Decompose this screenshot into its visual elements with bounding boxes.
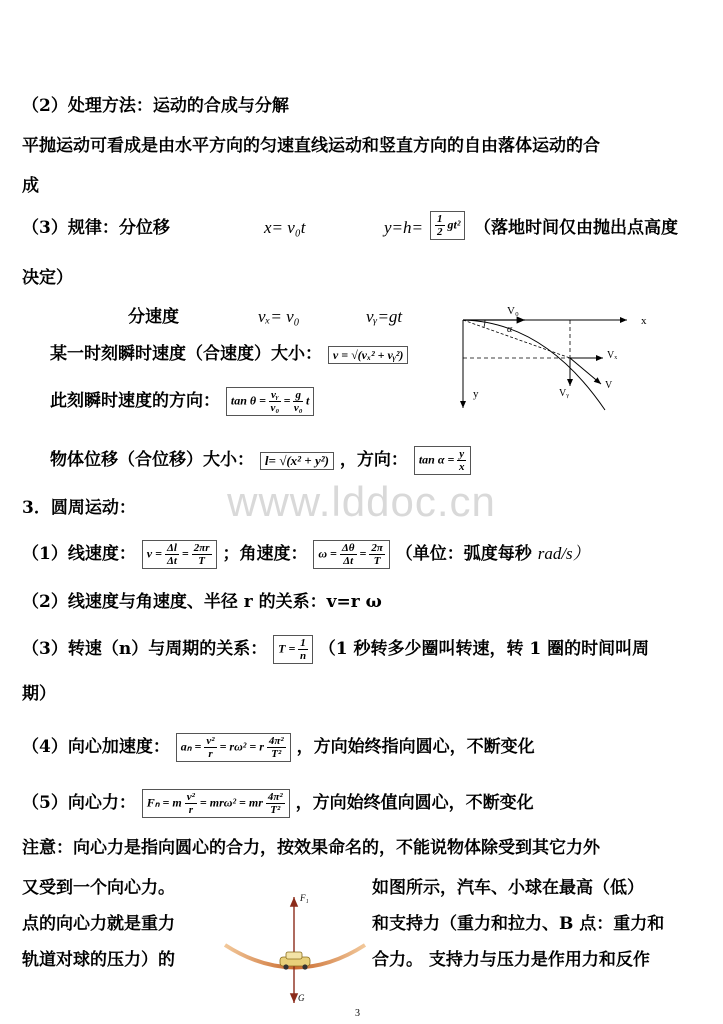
label-v0: V₀ — [507, 305, 519, 317]
rotation-note: （1 秒转多少圈叫转速，转 1 圈的时间叫周 — [318, 639, 650, 659]
line-note-2a: 又受到一个向心力。 — [22, 878, 175, 898]
page-number: 3 — [355, 1008, 360, 1019]
label-x: x — [641, 315, 647, 327]
line-centripetal-acceleration — [22, 733, 535, 762]
label-v: V — [605, 380, 613, 391]
force-direction-note: ，方向始终值向圆心，不断变化 — [295, 793, 534, 813]
velocity-label: 分速度 — [128, 307, 179, 327]
projectile-diagram — [455, 300, 655, 420]
displacement-line — [463, 320, 570, 358]
centripetal-force-label: （5）向心力： — [22, 793, 136, 813]
line-displacement-law — [22, 213, 678, 238]
line-circular-motion: 3．圆周运动： — [22, 498, 136, 518]
line-note-4b: 合力。 支持力与压力是作用力和反作 — [372, 950, 650, 970]
line-note-4a: 轨道对球的压力）的 — [22, 950, 175, 970]
velocity-direction-label: 此刻瞬时速度的方向： — [50, 391, 220, 411]
unit-rad-s: rad/s） — [537, 544, 590, 563]
label-vx: Vₓ — [607, 350, 618, 361]
line-v-r-omega: （2）线速度与角速度、半径 r 的关系：v=r ω — [22, 592, 382, 612]
line-period-end: 期） — [22, 684, 56, 704]
formula-l: l= √(x² + y²) — [260, 452, 334, 470]
line-projectile-decomposition: 平抛运动可看成是由水平方向的匀速直线运动和竖直方向的自由落体运动的合 — [22, 136, 600, 156]
rotation-period-label: （3）转速（n）与周期的关系： — [22, 639, 268, 659]
formula-linear-velocity: v = $\frac{\Delta l}{\Delta t}$ = $\frac{2\pi r}{T}$ — [142, 540, 217, 569]
formula-x: x= v₀t — [264, 218, 306, 237]
line-velocity-magnitude — [50, 344, 408, 364]
centripetal-acceleration-label: （4）向心加速度： — [22, 737, 170, 757]
formula-angular-velocity: ω = $\frac{\Delta\theta}{\Delta t}$ = $\frac{2\pi}{T}$ — [313, 540, 389, 569]
formula-vy: vᵧ=gt — [366, 307, 403, 326]
line-continuation: 成 — [22, 176, 39, 196]
car-bridge-diagram — [220, 885, 370, 1010]
formula-y: y=h= — [384, 218, 423, 237]
formula-tan-theta: tan θ = $\frac{\text{vᵧ}}{\text{v₀}}$ = $\frac{g}{\text{v₀}}$ t — [226, 387, 314, 416]
line-note-3a: 点的向心力就是重力 — [22, 914, 175, 934]
formula-tan-alpha: tan α = $\frac{y}{x}$ — [414, 446, 471, 475]
formula-velocity-magnitude: v = √(vₓ² + vᵧ²) — [328, 346, 409, 364]
label-y: y — [473, 388, 479, 400]
line-note: 注意：向心力是指向圆心的合力，按效果命名的，不能说物体除受到其它力外 — [22, 838, 600, 858]
line-processing-method: （2）处理方法：运动的合成与分解 — [22, 96, 289, 116]
label-f1: F₁ — [300, 893, 309, 903]
unit-label: （单位：弧度每秒 — [395, 544, 532, 564]
formula-period: T = $\frac{1}{n}$ — [273, 635, 313, 664]
formula-centripetal-acceleration: aₙ = $\frac{\text{v²}}{r}$ = rω² = r $\frac{\text{4π²}}{\text{T²}}$ — [176, 733, 291, 762]
falling-time-note: （落地时间仅由抛出点高度 — [474, 218, 678, 238]
formula-centripetal-force: Fₙ = m $\frac{\text{v²}}{r}$ = mrω² = mr $\frac{\text{4π²}}{\text{T²}}$ — [142, 789, 290, 818]
velocity-magnitude-label: 某一时刻瞬时速度（合速度）大小： — [50, 344, 322, 364]
line-velocity-direction — [50, 387, 314, 416]
linear-velocity-label: （1）线速度： — [22, 544, 136, 564]
trajectory — [463, 320, 605, 410]
line-rotation-period — [22, 635, 649, 664]
formula-vx: vₓ= v₀ — [258, 307, 300, 326]
direction-label: ，方向： — [339, 450, 408, 470]
alpha-arc — [484, 320, 485, 327]
v-arrow — [570, 358, 601, 384]
displacement-label: （3）规律：分位移 — [22, 218, 170, 238]
formula-half-gt2: $\frac{1}{2}$ gt² — [430, 211, 465, 240]
label-alpha: α — [507, 324, 513, 335]
line-displacement-magnitude — [50, 446, 471, 475]
displacement-magnitude-label: 物体位移（合位移）大小： — [50, 450, 254, 470]
line-note-3b: 和支持力（重力和拉力、B 点：重力和 — [372, 914, 665, 934]
label-vy: Vᵧ — [559, 388, 569, 399]
angular-velocity-label: ；角速度： — [222, 544, 308, 564]
line-centripetal-force — [22, 789, 534, 818]
watermark: www.lddoc.cn — [227, 478, 496, 525]
line-note-2b: 如图所示，汽车、小球在最高（低） — [372, 878, 644, 898]
acceleration-direction-note: ，方向始终指向圆心，不断变化 — [296, 737, 535, 757]
line-velocity-components — [128, 307, 403, 327]
line-linear-angular-velocity — [22, 540, 590, 569]
line-decided: 决定） — [22, 268, 73, 288]
label-g: G — [298, 993, 305, 1003]
